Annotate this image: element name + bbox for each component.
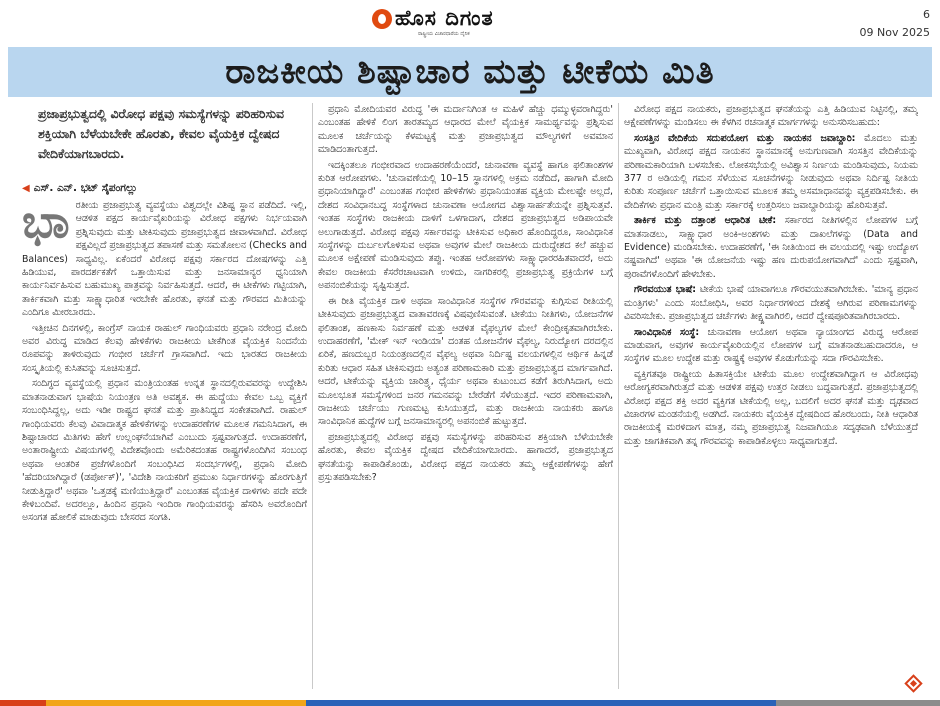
footer-segment	[776, 700, 940, 706]
byline	[22, 182, 307, 195]
paragraph: ರತೀಯ ಪ್ರಜಾಪ್ರಭುತ್ವ ವ್ಯವಸ್ಥೆಯು ವಿಶ್ವದಲ್ಲೇ ವಿಶಿಷ್ಟ ಸ್ಥಾನ ಪಡೆದಿದೆ. ಇಲ್ಲಿ, ಆಡಳಿತ ಪಕ್ಷದ ಕಾರ್ಯವೈಖರಿಯನ್ನು ವಿರೋಧ ಪಕ್ಷಗಳು ನಿರ್ಭಯವಾಗಿ ಪ್ರಶ್ನಿಸುವುದು ಮತ್ತು ಟೀಕಿಸುವುದು ಪ್ರಜಾಪ್ರಭುತ್ವದ ಜೀವಾಳವಾಗಿದೆ. ವಿರೋಧ ಪಕ್ಷವಿಲ್ಲದೆ ಪ್ರಜಾಪ್ರಭುತ್ವದ ತಪಾಸಣೆ ಮತ್ತು ಸಮತೋಲನ (Checks and Balances) ಸಾಧ್ಯವಿಲ್ಲ. ಏಕೆಂದರೆ ವಿರೋಧ ಪಕ್ಷವು ಸರ್ಕಾರದ ದೋಷಗಳನ್ನು ಎತ್ತಿ ಹಿಡಿಯುವ, ಪಾರದರ್ಶಕತೆಗೆ ಒತ್ತಾಯಿಸುವ ಮತ್ತು ಜನಸಾಮಾನ್ಯರ ಧ್ವನಿಯಾಗಿ ಕಾರ್ಯನಿರ್ವಹಿಸುವ ಬಹುಮುಖ್ಯ ಪಾತ್ರವನ್ನು ನಿರ್ವಹಿಸುತ್ತದೆ. ಆದರೆ, ಈ ಟೀಕೆಗಳು ಗಟ್ಟಿಯಾಗಿ, ತಾರ್ಕಿಕವಾಗಿ ಮತ್ತು ಸಾಕ್ಷ್ಯಾಧಾರಿತ ಇರಬೇಕೇ ಹೊರತು, ಘನತೆ ಮತ್ತು ಗೌರವದ ಮಿತಿಯನ್ನು ಎಂದಿಗೂ ಮೀರಬಾರದು.	[22, 200, 307, 319]
point-paragraph	[624, 326, 918, 366]
article-column-3	[624, 103, 918, 689]
page-number: 6	[923, 8, 930, 21]
logo-tagline: ರಾಷ್ಟ್ರೀಯ ವಿಚಾರಧಾರೆಯ ದೈನಿಕ	[418, 31, 470, 37]
article-deck: ಪ್ರಜಾಪ್ರಭುತ್ವದಲ್ಲಿ ವಿರೋಧ ಪಕ್ಷವು ಸಮಸ್ಯೆಗಳನ್ನು ಪರಿಹರಿಸುವ ಶಕ್ತಿಯಾಗಿ ಬೆಳೆಯಬೇಕೇ ಹೊರತು, ಕೇವಲ ವೈಯಕ್ತಿಕ ದ್ವೇಷದ ವೇದಿಕೆಯಾಗಬಾರದು.	[38, 106, 284, 161]
point-heading: ಸಾಂವಿಧಾನಿಕ ಸಂಸ್ಥೆ:	[634, 326, 700, 338]
paragraph: ಈ ರೀತಿ ವೈಯಕ್ತಿಕ ದಾಳಿ ಅಥವಾ ಸಾಂವಿಧಾನಿಕ ಸಂಸ್ಥೆಗಳ ಗೌರವವನ್ನು ಕುಗ್ಗಿಸುವ ರೀತಿಯಲ್ಲಿ ಟೀಕಿಸುವುದು ಪ್ರಜಾಪ್ರಭುತ್ವದ ವಾತಾವರಣಕ್ಕೆ ವಿಷವುಣಿಸುವಂತೆ. ಟೀಕೆಯು ನೀತಿಗಳು, ಯೋಜನೆಗಳ ಫಲಿತಾಂಶ, ಹಣಕಾಸು ನಿರ್ವಹಣೆ ಮತ್ತು ಆಡಳಿತ ವೈಫಲ್ಯಗಳ ಮೇಲೆ ಕೇಂದ್ರೀಕೃತವಾಗಿರಬೇಕು. ಉದಾಹರಣೆಗೆ, 'ಮೇಕ್ ಇನ್ ಇಂಡಿಯಾ' ದಂತಹ ಯೋಜನೆಗಳ ವೈಫಲ್ಯ, ನಿರುದ್ಯೋಗ ದರದಲ್ಲಿನ ಏರಿಕೆ, ಹಣದುಬ್ಬರ ನಿಯಂತ್ರಣದಲ್ಲಿನ ವೈಫಲ್ಯ ಅಥವಾ ನಿರ್ದಿಷ್ಟ ವಲಯಗಳಲ್ಲಿನ ಆರ್ಥಿಕ ಹಿನ್ನಡೆ ಕುರಿತು ಆಧಾರ ಸಹಿತ ಟೀಕಿಸುವುದು ಅತ್ಯಂತ ಪರಿಣಾಮಕಾರಿ ಮತ್ತು ಪ್ರಜಾಪ್ರಭುತ್ವದ ಮಾರ್ಗವಾಗಿದೆ. ಆದರೆ, ಟೀಕೆಯನ್ನು ವ್ಯಕ್ತಿಯ ಚಾರಿತ್ರ್ಯ, ಧೈರ್ಯ ಅಥವಾ ಕುಟುಂಬದ ಕಡೆಗೆ ತಿರುಗಿಸಿದಾಗ, ಅದು ಮೂಲಭೂತ ಸಮಸ್ಯೆಗಳಿಂದ ಜನರ ಗಮನವನ್ನು ಬೇರೆಡೆಗೆ ಸೆಳೆಯುತ್ತದೆ. ಇದರ ಪರಿಣಾಮವಾಗಿ, ರಾಜಕೀಯ ಚರ್ಚೆಯು ಗುಣಮಟ್ಟ ಕುಸಿಯುತ್ತದೆ, ಮತ್ತು ರಾಜಕೀಯ ನಾಯಕರು ಹಾಗೂ ಸಾಂವಿಧಾನಿಕ ಹುದ್ದೆಗಳ ಬಗ್ಗೆ ಜನಸಾಮಾನ್ಯರಲ್ಲಿ ಅಪನಂಬಿಕೆ ಹುಟ್ಟುತ್ತದೆ.	[318, 295, 613, 428]
paragraph: ಇದಕ್ಕಿಂತಲೂ ಗಂಭೀರವಾದ ಉದಾಹರಣೆಯೆಂದರೆ, ಚುನಾವಣಾ ವ್ಯವಸ್ಥೆ ಹಾಗೂ ಫಲಿತಾಂಶಗಳ ಕುರಿತ ಆರೋಪಗಳು. 'ಚುನಾವಣೆಯಲ್ಲಿ 10–15 ಸ್ಥಾನಗಳಲ್ಲಿ ಅಕ್ರಮ ನಡೆದಿದೆ, ಹಾಗಾಗಿ ಮೋದಿ ಪ್ರಧಾನಿಯಾಗಿದ್ದಾರೆ' ಎಂಬಂತಹ ಗಂಭೀರ ಹೇಳಿಕೆಗಳು ಪ್ರಧಾನಿಯಂತಹ ವ್ಯಕ್ತಿಯ ಮೇಲಷ್ಟೇ ಅಲ್ಲದೆ, ದೇಶದ ಸಂವಿಧಾನಬದ್ಧ ಸಂಸ್ಥೆಗಳಾದ ಚುನಾವಣಾ ಆಯೋಗದ ವಿಶ್ವಾಸಾರ್ಹತೆಯನ್ನೇ ಪ್ರಶ್ನಿಸುತ್ತವೆ. ಇಂತಹ ಸಂಸ್ಥೆಗಳು ರಾಜಕೀಯ ದಾಳಿಗೆ ಒಳಗಾದಾಗ, ದೇಶದ ಪ್ರಜಾಪ್ರಭುತ್ವದ ಅಡಿಪಾಯವೇ ಅಲುಗಾಡುತ್ತದೆ. ವಿರೋಧ ಪಕ್ಷವು ಸರ್ಕಾರವನ್ನು ಟೀಕಿಸುವ ಅಧಿಕಾರ ಹೊಂದಿದ್ದರೂ, ಸಾಂವಿಧಾನಿಕ ಸಂಸ್ಥೆಗಳನ್ನು ದುರ್ಬಲಗೊಳಿಸುವ ಅಥವಾ ಅವುಗಳ ಮೇಲೆ ರಾಜಕೀಯ ದುರುದ್ದೇಶದ ಕಲೆ ಹಚ್ಚುವ ಮೂಲಕ ಅಕ್ಷೇಪಣೆ ಮಂಡಿಸುವುದು ತಪ್ಪು. ಇಂತಹ ಆರೋಪಗಳು ಸಾಕ್ಷ್ಯಾಧಾರರಹಿತವಾದರೆ, ಅದು ಕೇವಲ ರಾಜಕೀಯ ಕೆಸರೆರಚಾಟವಾಗಿ ಉಳಿದು, ನಾಗರಿಕರಲ್ಲಿ ಪ್ರಜಾಪ್ರಭುತ್ವ ಪ್ರಕ್ರಿಯೆಗಳ ಬಗ್ಗೆ ಅಪನಂಬಿಕೆಯನ್ನು ಸೃಷ್ಟಿಸುತ್ತದೆ.	[318, 159, 613, 292]
article-column-2	[318, 103, 613, 689]
footer-segment	[0, 700, 46, 706]
paragraph: ವಿರೋಧ ಪಕ್ಷದ ನಾಯಕರು, ಪ್ರಜಾಪ್ರಭುತ್ವದ ಘನತೆಯನ್ನು ಎತ್ತಿ ಹಿಡಿಯುವ ನಿಟ್ಟಿನಲ್ಲಿ, ತಮ್ಮ ಆಕ್ಷೇಪಣೆಗಳನ್ನು ಮಂಡಿಸಲು ಈ ಕೆಳಗಿನ ರಚನಾತ್ಮಕ ಮಾರ್ಗಗಳನ್ನು ಅನುಸರಿಸಬಹುದು:	[624, 104, 918, 129]
drop-cap: ಭಾ	[22, 199, 70, 248]
footer-segment	[306, 700, 776, 706]
column-divider	[312, 103, 313, 689]
byline-arrow-icon: ◀	[22, 183, 30, 194]
point-heading: ಸಂಸತ್ತಿನ ವೇದಿಕೆಯ ಸದುಪಯೋಗ ಮತ್ತು ನಾಯಕನ ಜವಾಬ್ದಾರಿ:	[634, 132, 856, 144]
point-paragraph	[624, 132, 918, 212]
footer-color-strip	[0, 700, 940, 706]
byline-author: ಎಸ್. ಎನ್. ಭಟ್ ಸೈಪಂಗಲ್ಲು	[33, 182, 138, 194]
headline-bar	[8, 47, 932, 97]
masthead	[0, 0, 940, 44]
logo-text: ಹೊಸ ದಿಗಂತ	[395, 6, 494, 30]
point-text: ಸರ್ಕಾರದ ನೀತಿಗಳಲ್ಲಿನ ಲೋಪಗಳ ಬಗ್ಗೆ ಮಾತನಾಡಲು, ಸಾಕ್ಷ್ಯಾಧಾರ ಅಂಕಿ-ಅಂಶಗಳು ಮತ್ತು ದಾಖಲೆಗಳನ್ನು (Data and Evidence) ಮಂಡಿಸಬೇಕು. ಉದಾಹರಣೆಗೆ, 'ಈ ನೀತಿಯಿಂದ ಈ ವಲಯದಲ್ಲಿ ಇಷ್ಟು ಉದ್ಯೋಗ ನಷ್ಟವಾಗಿದೆ' ಅಥವಾ 'ಈ ಯೋಜನೆಯ ಇಷ್ಟು ಹಣ ದುರುಪಯೋಗವಾಗಿದೆ' ಎಂದು ಸ್ಪಷ್ಟವಾಗಿ, ಪುರಾವೆಗಳೊಂದಿಗೆ ಹೇಳಬೇಕು.	[624, 215, 918, 280]
paragraph: ಇತ್ತೀಚಿನ ದಿನಗಳಲ್ಲಿ, ಕಾಂಗ್ರೆಸ್ ನಾಯಕ ರಾಹುಲ್ ಗಾಂಧಿಯವರು ಪ್ರಧಾನಿ ನರೇಂದ್ರ ಮೋದಿ ಅವರ ವಿರುದ್ಧ ಮಾಡಿದ ಕೆಲವು ಹೇಳಿಕೆಗಳು ರಾಜಕೀಯ ಟೀಕೆಗಿಂತ ವೈಯಕ್ತಿಕ ನಿಂದನೆಯ ರೂಪವನ್ನು ತಾಳಿರುವುದು ಗಂಭೀರ ಚರ್ಚೆಗೆ ಗ್ರಾಸವಾಗಿದೆ. ಇದು ಭಾರತದ ರಾಜಕೀಯ ಸಂಸ್ಕೃತಿಯಲ್ಲಿ ಕುಸಿತವನ್ನು ಸೂಚಿಸುತ್ತದೆ.	[22, 322, 307, 374]
publication-date: 09 Nov 2025	[859, 26, 930, 39]
paragraph: ಸಂದಿಗ್ಧದ ವ್ಯವಸ್ಥೆಯಲ್ಲಿ ಪ್ರಧಾನ ಮಂತ್ರಿಯಂತಹ ಉನ್ನತ ಸ್ಥಾನದಲ್ಲಿರುವವರನ್ನು ಉದ್ದೇಶಿಸಿ ಮಾತನಾಡುವಾಗ ಭಾಷೆಯ ನಿಯಂತ್ರಣ ಅತಿ ಅವಶ್ಯಕ. ಈ ಹುದ್ದೆಯು ಕೇವಲ ಒಬ್ಬ ವ್ಯಕ್ತಿಗೆ ಸಂಬಂಧಿಸಿದ್ದಲ್ಲ, ಅದು ಇಡೀ ರಾಷ್ಟ್ರದ ಘನತೆ ಮತ್ತು ಪ್ರಾತಿನಿಧ್ಯದ ಸಂಕೇತವಾಗಿದೆ. ರಾಹುಲ್ ಗಾಂಧಿಯವರು ಕೆಲವು ವಿವಾದಾತ್ಮಕ ಹೇಳಿಕೆಗಳನ್ನು ಉದಾಹರಣೆಗಳ ಮೂಲಕ ಗಮನಿಸಿದಾಗ, ಈ ಶಿಷ್ಟಾಚಾರದ ಮಿತಿಗಳು ಹೇಗೆ ಉಲ್ಲಂಘನೆಯಾಗಿವೆ ಎಂಬುದು ಸ್ಪಷ್ಟವಾಗುತ್ತದೆ. ಉದಾಹರಣೆಗೆ, ಅಂತಾರಾಷ್ಟ್ರೀಯ ವಿಷಯಗಳಲ್ಲಿ ವಿದೇಶವೊಂದು ಅಮೆರಿಕದಂತಹ ರಾಷ್ಟ್ರಗಳೊಂದಿಗಿನ ಸಂಬಂಧ ಅಥವಾ ಆಂತರಿಕ ಪ್ರಜೆಗಳೊಂದಿಗೆ ಸಂಬಂಧಿಸಿದ ಸಂದರ್ಭಗಳಲ್ಲಿ, ಪ್ರಧಾನಿ ಮೋದಿ 'ಹೆದರಿಯಾಗಿದ್ದಾರೆ (ಡರ್ಪೋಕ್)', 'ವಿದೇಶಿ ನಾಯಕರಿಗೆ ಪ್ರಮುಖ ನಿರ್ಧಾರಗಳನ್ನು ಹೊರಗುತ್ತಿಗೆ ನೀಡುತ್ತಿದ್ದಾರೆ' ಅಥವಾ 'ಒತ್ತಡಕ್ಕೆ ಮಣಿಯುತ್ತಿದ್ದಾರೆ' ಎಂಬಂತಹ ವೈಯಕ್ತಿಕ ದಾಳಿಗಳು ಪದೇ ಪದೇ ಕೇಳಿಬಂದಿವೆ. ಅದರಲ್ಲೂ, ಹಿಂದಿನ ಪ್ರಧಾನಿ ಇಂದಿರಾ ಗಾಂಧಿಯವರನ್ನು ಹೆಸರಿಸಿ ಅವರೊಂದಿಗೆ ಅಸಂಗತ ಹೋಲಿಕೆ ಮಾಡುವುದು ಬೇಸರದ ಸಂಗತಿ.	[22, 378, 307, 524]
column-divider	[618, 103, 619, 689]
headline: ರಾಜಕೀಯ ಶಿಷ್ಟಾಚಾರ ಮತ್ತು ಟೀಕೆಯ ಮಿತಿ	[225, 52, 715, 92]
point-text: ಚುನಾವಣಾ ಆಯೋಗ ಅಥವಾ ನ್ಯಾಯಾಂಗದ ವಿರುದ್ಧ ಆರೋಪ ಮಾಡುವಾಗ, ಅವುಗಳ ಕಾರ್ಯವೈಖರಿಯಲ್ಲಿನ ಲೋಪಗಳ ಬಗ್ಗೆ ಮಾತನಾಡಬಹುದಾದರೂ, ಆ ಸಂಸ್ಥೆಗಳ ಮೂಲ ಉದ್ದೇಶ ಮತ್ತು ರಾಷ್ಟ್ರಕ್ಕೆ ಅವುಗಳ ಕೊಡುಗೆಯನ್ನು ಸದಾ ಗೌರವಿಸಬೇಕು.	[624, 326, 918, 365]
footer-segment	[46, 700, 306, 706]
paragraph: ಪ್ರಜಾಪ್ರಭುತ್ವದಲ್ಲಿ ವಿರೋಧ ಪಕ್ಷವು ಸಮಸ್ಯೆಗಳನ್ನು ಪರಿಹರಿಸುವ ಶಕ್ತಿಯಾಗಿ ಬೆಳೆಯಬೇಕೇ ಹೊರತು, ಕೇವಲ ವೈಯಕ್ತಿಕ ದ್ವೇಷದ ವೇದಿಕೆಯಾಗಬಾರದು. ಹಾಗಾದರೆ, ಪ್ರಜಾಪ್ರಭುತ್ವದ ಘನತೆಯನ್ನು ಕಾಪಾಡಿಕೊಂಡು, ವಿರೋಧ ಪಕ್ಷದ ನಾಯಕರು ತಮ್ಮ ಆಕ್ಷೇಪಣೆಗಳನ್ನು ಹೇಗೆ ಪ್ರಸ್ತುತಪಡಿಸಬೇಕು?	[318, 431, 613, 483]
lotus-sun-logo-icon	[372, 9, 392, 29]
point-paragraph	[624, 283, 918, 323]
paragraph: ಪ್ರಧಾನಿ ಮೋದಿಯವರ ವಿರುದ್ಧ 'ಈ ಮರ್ದಾನಿಗಿಂತ ಆ ಮಹಿಳೆ ಹೆಚ್ಚು ಧಮ್ಮುಳ್ಳವರಾಗಿದ್ದರು' ಎಂಬಂತಹ ಹೇಳಿಕೆ ಲಿಂಗ ತಾರತಮ್ಯದ ಆಧಾರದ ಮೇಲೆ ವೈಯಕ್ತಿಕ ಸಾಮರ್ಥ್ಯವನ್ನು ಪ್ರಶ್ನಿಸುವ ಮೂಲಕ ಚರ್ಚೆಯನ್ನು ಕೆಳಮಟ್ಟಕ್ಕೆ ಮತ್ತು ಪ್ರಜಾಪ್ರಭುತ್ವದ ಮೌಲ್ಯಗಳಿಗೆ ಅವಮಾನ ಮಾಡಿದಂತಾಗುತ್ತದೆ.	[318, 104, 613, 156]
newspaper-logo	[372, 6, 494, 31]
article-column-1	[22, 199, 307, 689]
paragraph: ವ್ಯಕ್ತಿಗತವೂ ರಾಷ್ಟ್ರೀಯ ಹಿತಾಸಕ್ತಿಯೇ ಟೀಕೆಯ ಮೂಲ ಉದ್ದೇಶವಾಗಿದ್ದಾಗ ಆ ವಿರೋಧವು ಆರೋಗ್ಯಕರವಾಗಿರುತ್ತದೆ ಮತ್ತು ಆಡಳಿತ ಪಕ್ಷವು ಉತ್ತರ ನೀಡಲು ಬದ್ಧವಾಗುತ್ತದೆ. ಪ್ರಜಾಪ್ರಭುತ್ವದಲ್ಲಿ ವಿರೋಧ ಪಕ್ಷದ ಶಕ್ತಿ ಅದರ ವ್ಯಕ್ತಿಗತ ಟೀಕೆಯಲ್ಲಿ ಅಲ್ಲ, ಬದಲಿಗೆ ಅದರ ಘನತೆ ಮತ್ತು ದೃಢವಾದ ವಿಚಾರಗಳ ಮಂಡನೆಯಲ್ಲಿ ಅಡಗಿದೆ. ನಾಯಕರು ವೈಯಕ್ತಿಕ ದ್ವೇಷದಿಂದ ಹೊರಬಂದು, ನೀತಿ ಆಧಾರಿತ ರಾಜಕೀಯಕ್ಕೆ ಮರಳಿದಾಗ ಮಾತ್ರ, ನಮ್ಮ ಪ್ರಜಾಪ್ರಭುತ್ವ ನಿಜವಾಗಿಯೂ ಸದೃಢವಾಗಿ ಬೆಳೆಯುತ್ತದೆ ಮತ್ತು ಜಾಗತಿಕವಾಗಿ ತನ್ನ ಗೌರವವನ್ನು ಕಾಪಾಡಿಕೊಳ್ಳಲು ಸಾಧ್ಯವಾಗುತ್ತದೆ.	[624, 368, 918, 447]
point-heading: ತಾರ್ಕಿಕ ಮತ್ತು ದತ್ತಾಂಶ ಆಧಾರಿತ ಟೀಕೆ:	[634, 215, 777, 227]
point-text: ಟೀಕೆಯ ಭಾಷೆ ಯಾವಾಗಲೂ ಗೌರವಯುತವಾಗಿರಬೇಕು. 'ಮಾನ್ಯ ಪ್ರಧಾನ ಮಂತ್ರಿಗಳು' ಎಂದು ಸಂಬೋಧಿಸಿ, ಅವರ ನಿರ್ಧಾರಗಳಿಂದ ದೇಶಕ್ಕೆ ಆಗಿರುವ ಪರಿಣಾಮಗಳನ್ನು ವಿವರಿಸಬೇಕು. ಪ್ರಜಾಪ್ರಭುತ್ವದ ಚರ್ಚೆಗಳು ತೀಕ್ಷ್ಣವಾಗಿರಲಿ, ಆದರೆ ದ್ವೇಷಪೂರಿತವಾಗಿರಬಾರದು.	[624, 284, 918, 323]
point-paragraph	[624, 214, 918, 281]
point-heading: ಗೌರವಯುತ ಭಾಷೆ:	[634, 284, 696, 296]
point-text: ಮೊದಲು ಮತ್ತು ಮುಖ್ಯವಾಗಿ, ವಿರೋಧ ಪಕ್ಷದ ನಾಯಕನ ಸ್ಥಾನಮಾನಕ್ಕೆ ಅನುಗುಣವಾಗಿ ಸಂಸತ್ತಿನ ವೇದಿಕೆಯನ್ನು ಪರಿಣಾಮಕಾರಿಯಾಗಿ ಬಳಸಬೇಕು. ಲೋಕಸಭೆಯಲ್ಲಿ ಅವಿಶ್ವಾಸ ನಿರ್ಣಯ ಮಂಡಿಸುವುದು, ನಿಯಮ 377 ರ ಅಡಿಯಲ್ಲಿ ಗಮನ ಸೆಳೆಯುವ ಸೂಚನೆಗಳನ್ನು ನೀಡುವುದು ಅಥವಾ ನಿರ್ದಿಷ್ಟ ನೀತಿಯ ಕುರಿತು ಸಂಪೂರ್ಣ ಚರ್ಚೆಗೆ ಒತ್ತಾಯಿಸುವ ಮೂಲಕ ತಮ್ಮ ಅಸಮಾಧಾನವನ್ನು ವ್ಯಕ್ತಪಡಿಸಬೇಕು. ಈ ವೇದಿಕೆಗಳು ಪ್ರಧಾನ ಮಂತ್ರಿ ಮತ್ತು ಸರ್ಕಾರಕ್ಕೆ ಉತ್ತರಿಸಲು ಜವಾಬ್ದಾರಿಯನ್ನು ಹೊರಿಸುತ್ತವೆ.	[624, 132, 918, 211]
